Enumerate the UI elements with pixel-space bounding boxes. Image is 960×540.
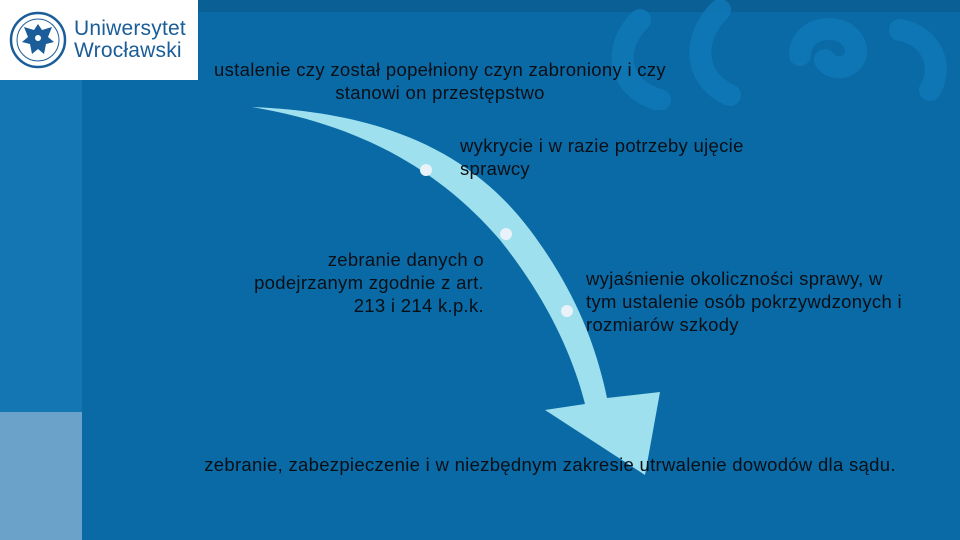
bullet-dot-2 <box>500 228 512 240</box>
bullet-dot-1 <box>420 164 432 176</box>
bullet-dot-3 <box>561 305 573 317</box>
step-5-text: zebranie, zabezpieczenie i w niezbędnym zakresie utrwalenie dowodów dla sądu. <box>204 454 896 475</box>
logo-line-2: Wrocławski <box>74 39 182 62</box>
step-4-text: wyjaśnienie okoliczności sprawy, w tym ustalenie osób pokrzywdzonych i rozmiarów szkody <box>586 268 902 335</box>
logo-line-1: Uniwersytet <box>74 17 186 40</box>
step-2-text: wykrycie i w razie potrzeby ujęcie sprawcy <box>460 135 744 179</box>
step-1-text: ustalenie czy został popełniony czyn zabroniony i czy stanowi on przestępstwo <box>214 59 666 103</box>
step-3-text: zebranie danych o podejrzanym zgodnie z art. 213 i 214 k.p.k. <box>254 249 484 316</box>
